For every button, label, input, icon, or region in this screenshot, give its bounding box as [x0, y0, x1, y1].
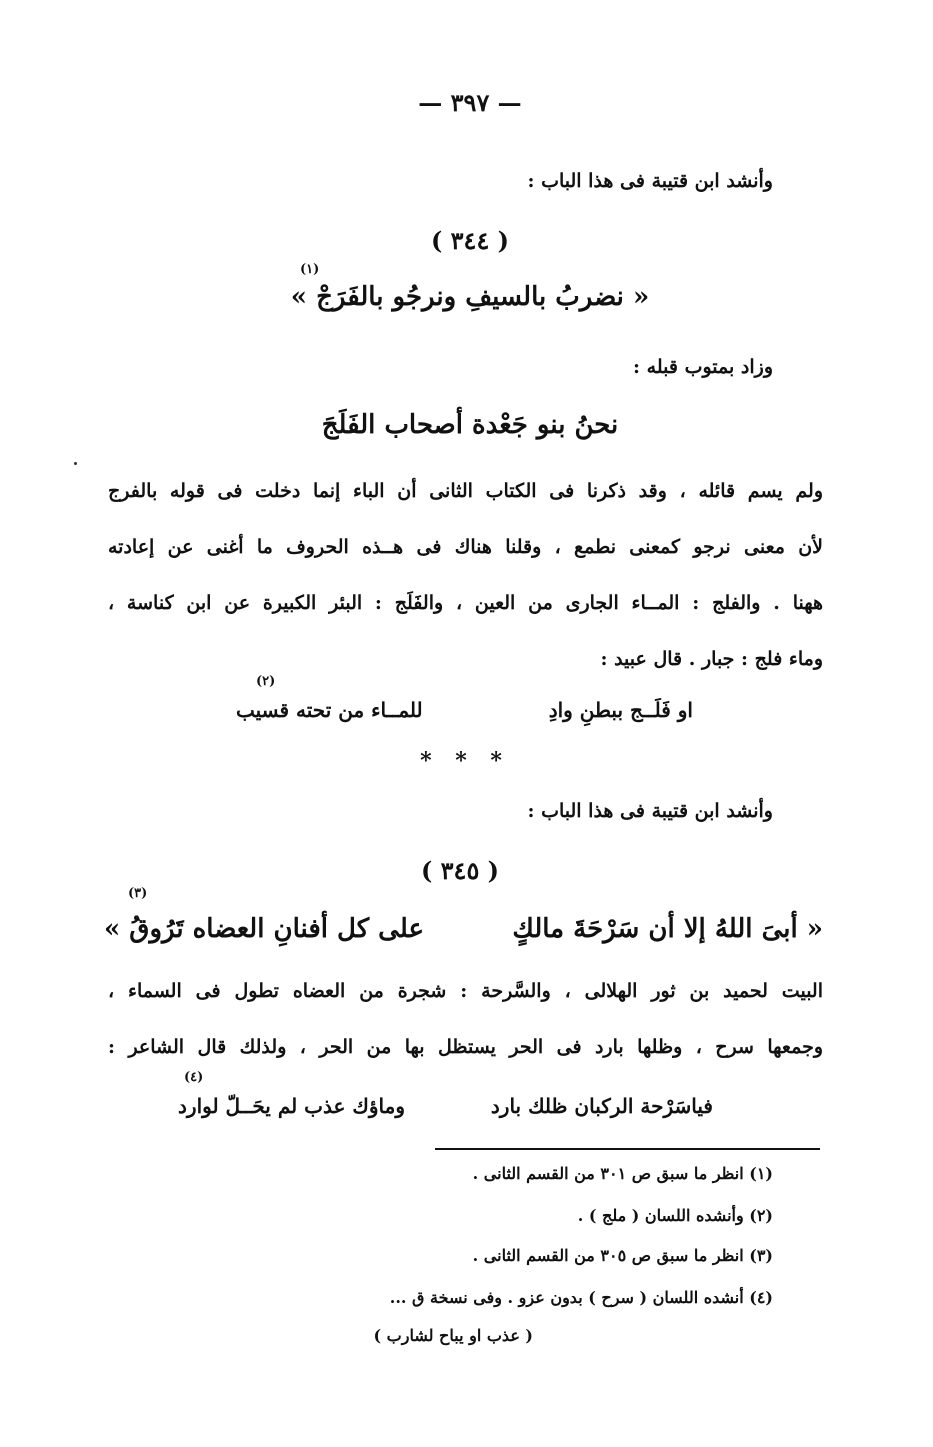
footnote-3: (٣) انظر ما سبق ص ٣٠٥ من القسم الثانى .: [472, 1246, 773, 1265]
footnote-1: (١) انظر ما سبق ص ٣٠١ من القسم الثانى .: [472, 1164, 773, 1183]
commentary-line: لأن معنى نرجو كمعنى نطمع ، وقلنا هناك فى هــذه الحروف ما أغنى عن إعادته: [108, 536, 823, 558]
added-verse: نحنُ بنو جَعْدة أصحاب الفَلَجَ: [321, 410, 619, 440]
footnote-ref-4: (٤): [184, 1070, 204, 1085]
entry-number-345: ( ٣٤٥ ): [420, 856, 500, 885]
commentary-line: وماء فلج : جبار . قال عبيد :: [600, 648, 823, 670]
page-number: — ٣٩٧ —: [418, 88, 522, 117]
section-intro-344: وأنشد ابن قتيبة فى هذا الباب :: [527, 170, 773, 192]
commentary-line: وجمعها سرح ، وظلها بارد فى الحر يستظل بها من الحر ، ولذلك قال الشاعر :: [108, 1036, 823, 1058]
footnote-ref-2: (٢): [256, 674, 276, 689]
verse-345-second: على كل أفنانِ العضاه تَرُوقُ »: [104, 914, 424, 944]
footnote-4-continuation: ( عذب او يباح لشارب ): [373, 1326, 533, 1345]
verse-first-half: فياسَرْحة الركبان ظلك بارد: [490, 1094, 713, 1118]
commentary-line: ولم يسم قائله ، وقد ذكرنا فى الكتاب الثانى أن الباء إنما دخلت فى قوله بالفرج: [108, 480, 823, 502]
section-separator: * * *: [420, 748, 510, 774]
verse-second-half: وماؤك عذب لم يحَــلّ لوارد: [178, 1094, 406, 1118]
commentary-line: البيت لحميد بن ثور الهلالى ، والسَّرحة : شجرة من العضاه تطول فى السماء ،: [108, 980, 823, 1002]
footnote-4: (٤) أنشده اللسان ( سرح ) بدون عزو . وفى نسخة ق ...: [389, 1288, 773, 1307]
commentary-line: ههنا . والفلج : المــاء الجارى من العين ، والفَلَج : البئر الكبيرة عن ابن كناسة ،: [108, 592, 823, 614]
footnote-ref-3: (٣): [128, 886, 148, 901]
footnote-divider: [435, 1148, 820, 1150]
section-intro-345: وأنشد ابن قتيبة فى هذا الباب :: [527, 800, 773, 822]
added-intro: وزاد بمتوب قبله :: [633, 356, 773, 378]
scan-mark: [74, 462, 77, 465]
verse-second-half: للمــاء من تحته قسيب: [236, 698, 423, 722]
footnote-ref-1: (١): [300, 262, 320, 277]
verse-first-half: او فَلَــج ببطنِ وادِ: [548, 698, 693, 722]
verse-344: « نضربُ بالسيفِ ونرجُو بالفَرَجْ »: [290, 282, 650, 312]
entry-number-344: ( ٣٤٤ ): [430, 226, 510, 255]
footnote-2: (٢) وأنشده اللسان ( ملج ) .: [577, 1206, 773, 1225]
verse-345-first: « أبىَ اللهُ إلا أن سَرْحَةَ مالكٍ: [512, 914, 823, 944]
